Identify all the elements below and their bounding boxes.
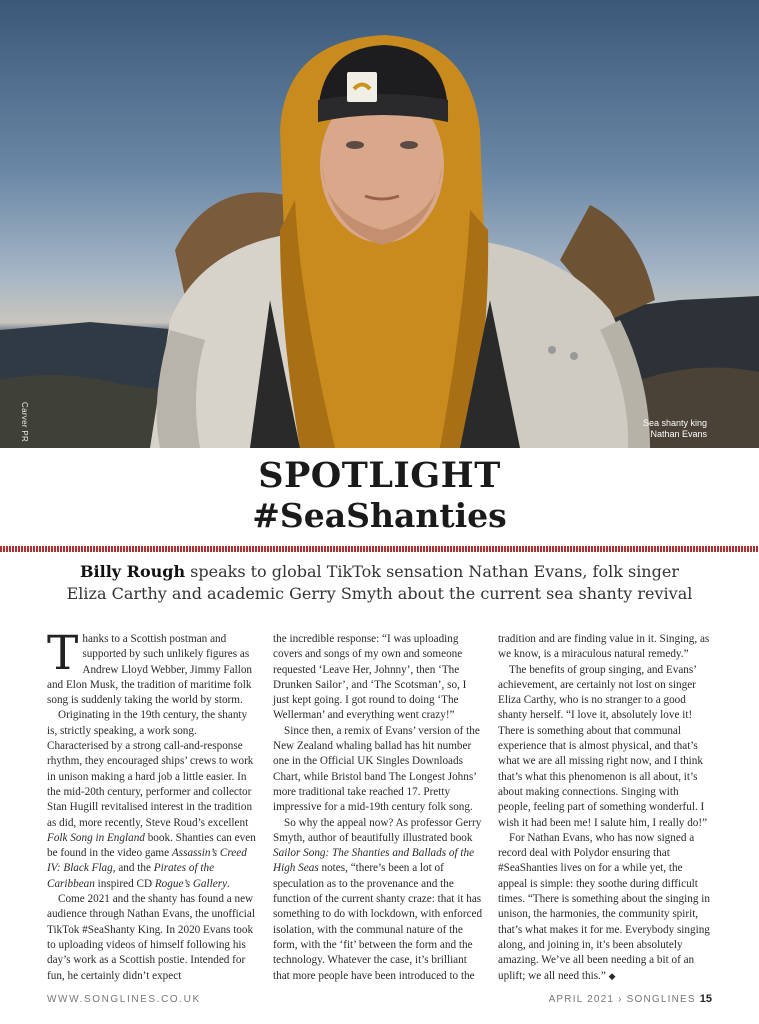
section-kicker: SPOTLIGHT xyxy=(258,455,501,496)
photo-credit: Carver PR xyxy=(20,402,29,443)
issue-label: APRIL 2021 › SONGLINES xyxy=(548,994,696,1005)
footer-issue xyxy=(549,993,712,1005)
paragraph: Come 2021 and the shanty has found a new audience through Nathan Evans, the unofficial TikTok #SeaShanty King. In 2020 Evans took to uploading videos of himself following his day’s work as a Scottish postie. Intended for fun, he certainly didn’t expect xyxy=(47,893,255,982)
paragraph: Originating in the 19th century, the shanty is, strictly speaking, a work song. Characterised by a strong call-and-response rhythm, they encouraged ships’ crews to work in unison making a hard job a little easier. In the mid-20th century, performer and collector Stan Hugill revitalised interest in the tradition as did, more recently, Steve Roud’s excellent Folk Song in England book. Shanties can even be found in the video game Assassin’s Creed IV: Black Flag, and the Pirates of the Caribbean inspired CD Rogue’s Gallery. xyxy=(47,709,256,890)
paragraph: tradition and are finding value in it. Singing, as we know, is a miraculous natural remedy.” xyxy=(498,633,710,661)
standfirst-line-1 xyxy=(0,561,759,583)
paragraph: Thanks to a Scottish postman and supported by such unlikely figures as Andrew Lloyd Webber, Jimmy Fallon and Elon Musk, the tradition of maritime folk song is suddenly taking the world by storm. xyxy=(47,626,253,707)
footer-url: WWW.SONGLINES.CO.UK xyxy=(47,994,201,1005)
article-column-2 xyxy=(273,632,485,984)
hero-photo xyxy=(0,0,759,448)
byline: Billy Rough xyxy=(80,562,186,581)
standfirst-text-1: speaks to global TikTok sensation Nathan Evans, folk singer xyxy=(185,562,679,581)
paragraph: So why the appeal now? As professor Gerry Smyth, author of beautifully illustrated book Sailor Song: The Shanties and Ballads of the High Seas notes, “there’s been a lot of speculation as to the provenance and the function of the current shanty craze: that it has something to do with lockdown, with enforced isolation, with the communal nature of the form, with the ‘fit’ between the form and the technology. Whatever the case, it’s brilliant that more people have been introduced to the xyxy=(273,816,483,982)
standfirst xyxy=(0,561,759,605)
caption-line-2: Nathan Evans xyxy=(650,429,707,439)
article-column-3 xyxy=(498,632,710,984)
caption-line-1: Sea shanty king xyxy=(642,418,707,428)
paragraph: Since then, a remix of Evans’ version of the New Zealand whaling ballad has hit number one in the Official UK Singles Downloads Chart, while Bristol band The Longest Johns’ more traditional take reached 17. Pretty impressive for a mid-19th century folk song. xyxy=(273,724,480,814)
page-number: 15 xyxy=(699,993,712,1005)
decorative-rule xyxy=(0,546,759,552)
standfirst-line-2: Eliza Carthy and academic Gerry Smyth about the current sea shanty revival xyxy=(66,584,693,603)
photo-caption xyxy=(643,418,707,440)
drop-cap: T xyxy=(47,626,79,681)
paragraph: the incredible response: “I was uploading covers and songs of my own and someone requested ‘Leave Her, Johnny’, then ‘The Drunken Sailor’, and ‘The Scotsman’, so, I just kept going. I got round to doing ‘The Wellerman’ and everything went crazy!” xyxy=(273,633,467,722)
portrait-illustration xyxy=(0,0,759,448)
article-column-1 xyxy=(47,626,259,984)
end-mark-icon: ◆ xyxy=(608,970,616,981)
paragraph: For Nathan Evans, who has now signed a record deal with Polydor ensuring that #SeaShanties lives on for a while yet, the appeal is simple: they soothe during difficult times. “There is something about the singing in unison, the harmonies, the community spirit, that’s what makes it for me. Everybody singing along, and joining in, it’s been absolutely amazing. We’ve all been needing a bit of an uplift; we all need this.” ◆ xyxy=(498,831,710,982)
paragraph: The benefits of group singing, and Evans’ achievement, are certainly not lost on singer Eliza Carthy, who is no stranger to a good shanty herself. “I love it, absolutely love it! There is something about that communal experience that is almost physical, and that’s what we are all missing right now, and I think that’s what this phenomenon is all about, it’s about making connections. Singing with people, feeling part of something wonderful. I wish it had been me! I salute him, I really do!” xyxy=(498,663,708,829)
page-title: #SeaShanties xyxy=(252,496,507,535)
